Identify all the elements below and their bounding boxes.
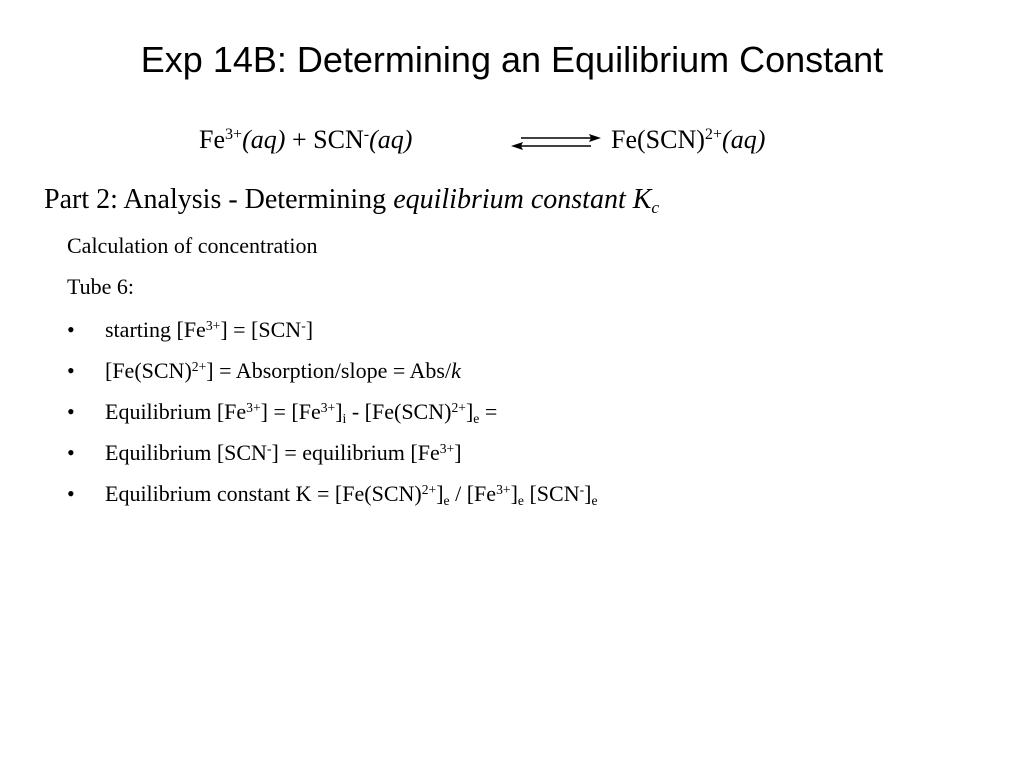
product-charge: 2+ (704, 126, 723, 144)
part-heading (44, 180, 659, 220)
part-heading-prefix: Part 2: Analysis - Determining (44, 184, 394, 215)
bullet-icon: • (67, 440, 75, 465)
phase-aq: (aq) (369, 125, 413, 154)
calculation-line: Calculation of concentration (67, 233, 318, 258)
bullet-equilibrium-constant: Equilibrium constant $K = [Fe(SCN)^{2+}]_e / [Fe^{3+}]_e$ $[SCN^-]_e$ (105, 481, 598, 509)
bullet-starting: starting $[Fe^{3+}] = [SCN^-]$ (105, 317, 314, 342)
reaction-reactants (199, 120, 412, 160)
reaction-product (611, 120, 765, 160)
tube-line: Tube 6: (67, 274, 135, 299)
product-fescn: Fe(SCN) (611, 125, 705, 154)
equilibrium-arrow-icon (511, 131, 601, 153)
bullet-icon: • (67, 317, 75, 342)
bullet-fescn-concentration: [Fe(SCN)$^{2+}$] = Absorption/slope = Abs/k (105, 358, 461, 383)
bullet-equilibrium-scn: Equilibrium [SCN-] = equilibrium $[Fe^{3+}]$ (105, 440, 462, 465)
fe-charge: 3+ (225, 126, 243, 144)
bullet-equilibrium-fe: Equilibrium $[Fe^{3+}] = [Fe^{3+}]_i - [Fe(SCN)^{2+}]_e$ = (105, 399, 498, 427)
scn-charge: - (363, 126, 370, 144)
plus-sign: + (285, 125, 314, 154)
part-heading-emphasis: equilibrium constant K (393, 184, 652, 215)
part-heading-subscript: c (651, 198, 660, 218)
reactant-scn: SCN (313, 125, 364, 154)
phase-aq: (aq) (722, 125, 766, 154)
slide-title: Exp 14B: Determining an Equilibrium Constant (140, 39, 884, 80)
bullet-icon: • (67, 358, 75, 383)
reactant-fe: Fe (199, 125, 225, 154)
bullet-icon: • (67, 481, 75, 506)
phase-aq: (aq) (242, 125, 286, 154)
bullet-icon: • (67, 399, 75, 424)
